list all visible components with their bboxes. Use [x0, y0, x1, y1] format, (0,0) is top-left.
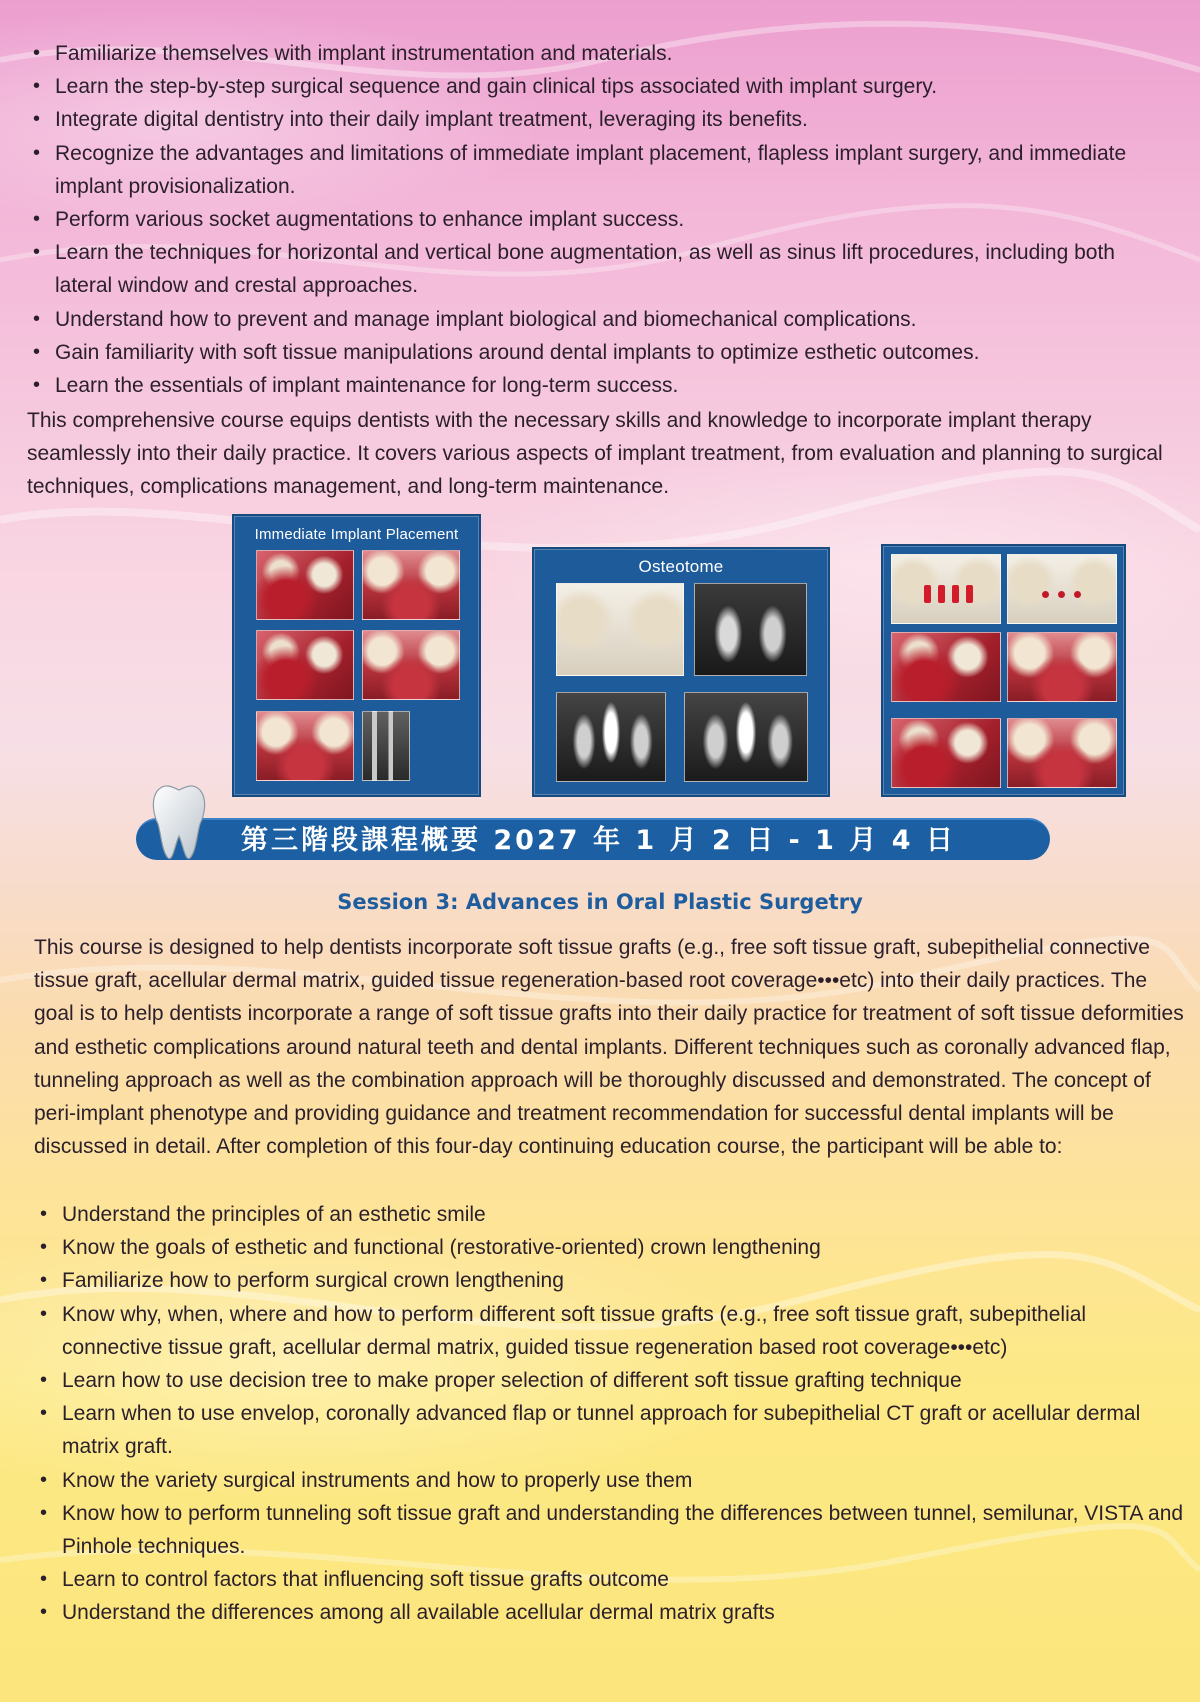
intro-objectives-list — [27, 37, 1177, 402]
list-item: • Familiarize how to perform surgical crown lengthening — [34, 1264, 1184, 1297]
clinical-photo — [256, 550, 354, 620]
list-item: • Recognize the advantages and limitations of immediate implant placement, flapless implant surgery, and immediate implant provisionalization. — [27, 137, 1177, 203]
osteotome-figure — [532, 547, 830, 797]
list-item: • Learn the essentials of implant maintenance for long-term success. — [27, 369, 1177, 402]
list-item: • Know why, when, where and how to perform different soft tissue grafts (e.g., free soft tissue graft, subepithelial connective tissue graft, acellular dermal matrix, guided tissue regeneration based root coverage•••etc) — [34, 1298, 1184, 1364]
list-item: • Learn the step-by-step surgical sequence and gain clinical tips associated with implant surgery. — [27, 70, 1177, 103]
model-photo — [1007, 554, 1117, 624]
list-item: • Know how to perform tunneling soft tissue graft and understanding the differences between tunnel, semilunar, VISTA and Pinhole techniques. — [34, 1497, 1184, 1563]
figure-title: Immediate Implant Placement — [254, 526, 459, 543]
list-item: • Learn how to use decision tree to make proper selection of different soft tissue grafting technique — [34, 1364, 1184, 1397]
session-date-banner — [136, 818, 1050, 860]
xray-image — [684, 692, 808, 782]
list-item: • Understand the differences among all available acellular dermal matrix grafts — [34, 1596, 1184, 1629]
list-item: • Familiarize themselves with implant instrumentation and materials. — [27, 37, 1177, 70]
list-item: • Learn to control factors that influencing soft tissue grafts outcome — [34, 1563, 1184, 1596]
clinical-photo — [891, 718, 1001, 788]
model-photo — [891, 554, 1001, 624]
xray-image — [556, 692, 666, 782]
tooth-icon — [150, 782, 208, 862]
list-item: • Understand the principles of an esthetic smile — [34, 1198, 1184, 1231]
immediate-implant-figure — [232, 514, 481, 797]
banner-text: 第三階段課程概要 2027 年 1 月 2 日 - 1 月 4 日 — [241, 825, 956, 856]
list-item: • Know the goals of esthetic and functional (restorative-oriented) crown lengthening — [34, 1231, 1184, 1264]
clinical-photo — [891, 632, 1001, 702]
clinical-photo — [556, 583, 684, 676]
list-item: • Gain familiarity with soft tissue manipulations around dental implants to optimize esthetic outcomes. — [27, 336, 1177, 369]
list-item: • Learn when to use envelop, coronally advanced flap or tunnel approach for subepithelial CT graft or acellular dermal matrix graft. — [34, 1397, 1184, 1463]
intro-summary-paragraph: This comprehensive course equips dentists with the necessary skills and knowledge to incorporate implant therapy seamlessly into their daily practice. It covers various aspects of implant treatment, from evaluation and planning to surgical techniques, complications management, and long-term maintenance. — [27, 409, 1163, 499]
session-objectives-list — [34, 1198, 1184, 1630]
list-item: • Learn the techniques for horizontal and vertical bone augmentation, as well as sinus lift procedures, including both lateral window and crestal approaches. — [27, 236, 1177, 302]
list-item: • Perform various socket augmentations to enhance implant success. — [27, 203, 1177, 236]
session-description-paragraph: This course is designed to help dentists incorporate soft tissue grafts (e.g., free soft tissue graft, subepithelial connective tissue graft, acellular dermal matrix, guided tissue regeneration-based root coverage•••etc) into their daily practices. The goal is to help dentists incorporate a range of soft tissue grafts into their daily practice for treatment of soft tissue deformities and esthetic complications around natural teeth and dental implants. Different techniques such as coronally advanced flap, tunneling approach as well as the combination approach will be thoroughly discussed and demonstrated. The concept of peri-implant phenotype and providing guidance and treatment recommendation for successful dental implants will be discussed in detail. After completion of this four-day continuing education course, the participant will be able to: — [34, 936, 1184, 1159]
clinical-photo — [1007, 718, 1117, 788]
implant-photo — [362, 711, 410, 781]
list-item: • Integrate digital dentistry into their daily implant treatment, leveraging its benefits. — [27, 103, 1177, 136]
clinical-photo — [256, 711, 354, 781]
bone-graft-figure — [881, 544, 1126, 797]
clinical-photo — [256, 630, 354, 700]
list-item: • Understand how to prevent and manage implant biological and biomechanical complications. — [27, 303, 1177, 336]
clinical-photo — [362, 630, 460, 700]
session-title: Session 3: Advances in Oral Plastic Surgetry — [337, 890, 863, 914]
list-item: • Know the variety surgical instruments and how to properly use them — [34, 1464, 1184, 1497]
figure-title: Osteotome — [638, 557, 724, 576]
clinical-photo — [362, 550, 460, 620]
xray-image — [694, 583, 807, 676]
clinical-photo — [1007, 632, 1117, 702]
